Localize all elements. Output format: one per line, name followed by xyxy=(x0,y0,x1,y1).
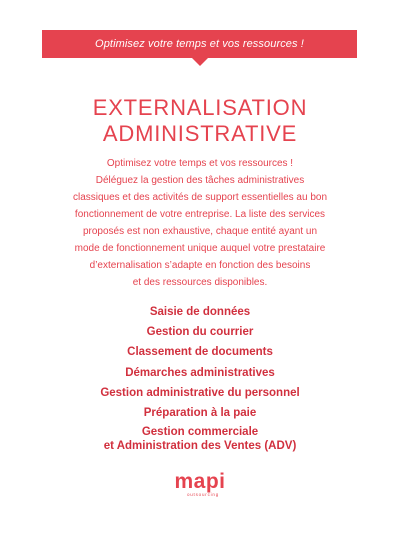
services-list xyxy=(0,302,400,453)
logo-wordmark: mapi xyxy=(174,470,226,493)
intro-line: Déléguez la gestion des tâches administratives xyxy=(95,175,305,186)
intro-line: Optimisez votre temps et vos ressources ! xyxy=(106,158,294,169)
service-line: Gestion commerciale xyxy=(141,426,259,439)
logo-tagline: outsourcing xyxy=(186,492,220,497)
intro-line: classiques et des activités de support essentielles au bon xyxy=(72,192,328,203)
intro-line: proposés est non exhaustive, chaque entité ayant un xyxy=(82,226,318,237)
page-title-line-2: ADMINISTRATIVE xyxy=(102,121,298,146)
service-item: Préparation à la paie xyxy=(143,406,257,419)
service-item: Classement de documents xyxy=(127,346,273,359)
service-line: et Administration des Ventes (ADV) xyxy=(103,440,297,453)
page-title-line-1: EXTERNALISATION xyxy=(92,95,308,120)
service-item: Gestion du courrier xyxy=(146,326,254,339)
service-item: Saisie de données xyxy=(149,306,251,318)
intro-line: mode de fonctionnement unique auquel votre prestataire xyxy=(74,243,326,254)
intro-line: fonctionnement de votre entreprise. La liste des services xyxy=(74,209,326,220)
service-item: Démarches administratives xyxy=(125,366,275,379)
banner-text: Optimisez votre temps et vos ressources ! xyxy=(95,38,304,50)
intro-line: d’externalisation s’adapte en fonction des besoins xyxy=(89,260,311,271)
top-banner xyxy=(42,30,357,58)
service-item-multiline xyxy=(0,425,400,453)
mapi-logo xyxy=(165,472,235,498)
intro-line: et des ressources disponibles. xyxy=(132,277,268,288)
service-item: Gestion administrative du personnel xyxy=(100,386,300,399)
intro-paragraph xyxy=(60,155,340,291)
